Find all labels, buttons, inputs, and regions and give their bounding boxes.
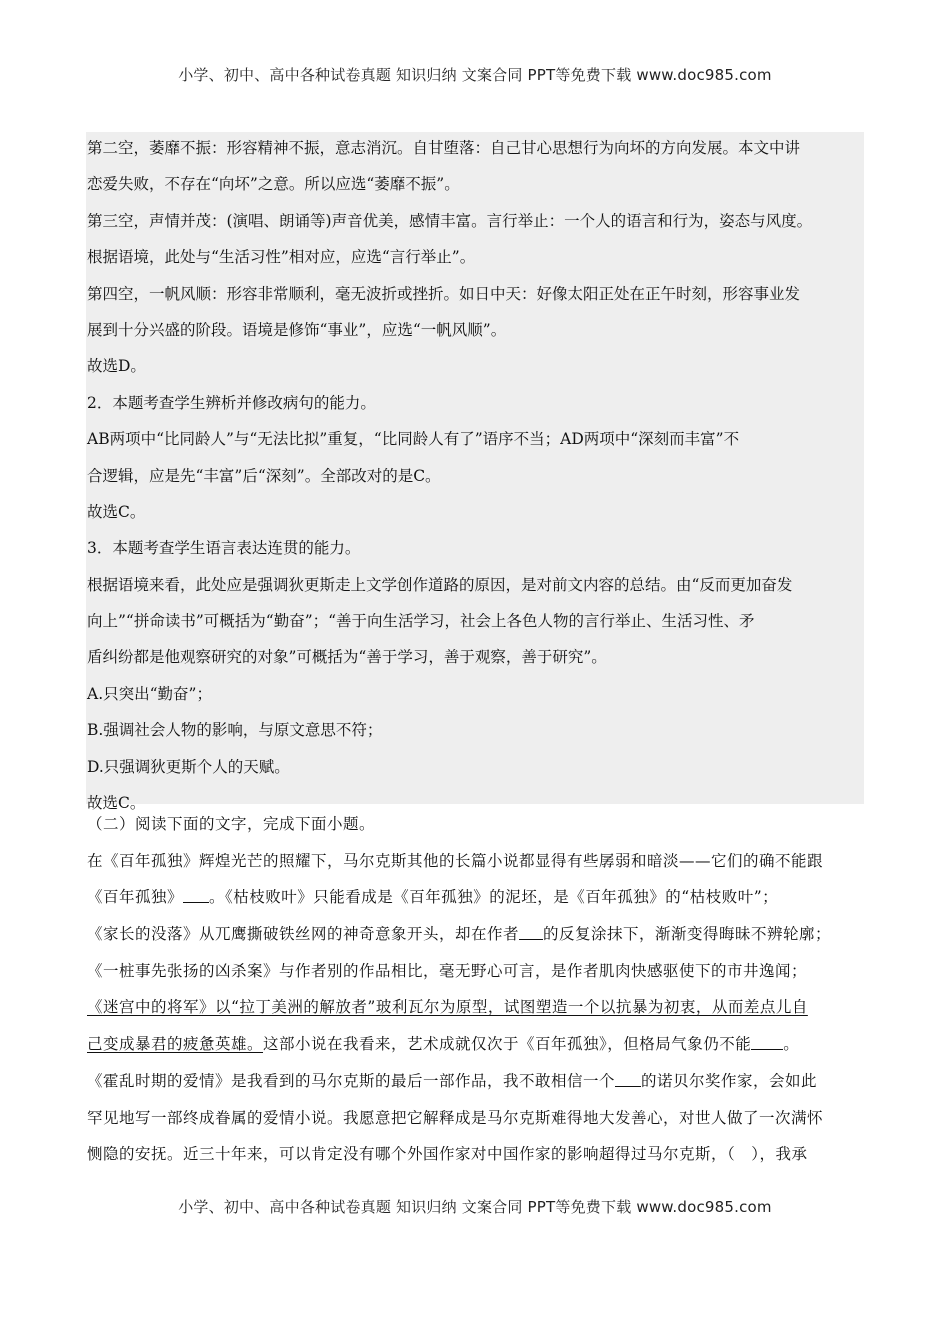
answer-line: 第三空，声情并茂：(演唱、朗诵等)声音优美，感情丰富。言行举止：一个人的语言和行为，姿态与风度。 — [87, 211, 813, 230]
passage-line: 《霍乱时期的爱情》是我看到的马尔克斯的最后一部作品，我不敢相信一个 的诺贝尔奖作家，会如此 — [87, 1071, 818, 1090]
underlined-sentence: 《迷宫中的将军》以“拉丁美洲的解放者”玻利瓦尔为原型，试图塑造一个以抗暴为初衷，从而差点儿自 — [87, 998, 808, 1017]
answer-explanations — [87, 134, 865, 825]
section-title: （二）阅读下面的文字，完成下面小题。 — [87, 815, 376, 833]
fill-blank — [615, 1072, 641, 1087]
fill-blank — [751, 1035, 783, 1050]
passage-line: 《百年孤独》 。《枯枝败叶》只能看成是《百年孤独》的泥坯，是《百年孤独》的“枯枝败叶”； — [87, 888, 779, 907]
answer-line: 2．本题考查学生辨析并修改病句的能力。 — [87, 393, 376, 412]
answer-line: 恋爱失败，不存在“向坏”之意。所以应选“萎靡不振”。 — [87, 175, 460, 194]
passage-line: 恻隐的安抚。近三十年来，可以肯定没有哪个外国作家对中国作家的影响超得过马尔克斯，（ ），我承 — [87, 1145, 808, 1164]
passage-line: 罕见地写一部终成眷属的爱情小说。我愿意把它解释成是马尔克斯难得地大发善心，对世人做了一次满怀 — [87, 1108, 824, 1127]
answer-line: A.只突出“勤奋”； — [87, 684, 212, 703]
answer-line: 展到十分兴盛的阶段。语境是修饰“事业”，应选“一帆风顺”。 — [87, 320, 507, 339]
answer-line: 合逻辑，应是先“丰富”后“深刻”。全部改对的是C。 — [87, 466, 441, 485]
answer-line: 向上”“拼命读书”可概括为“勤奋”；“善于向生活学习，社会上各色人物的言行举止、生活习性、矛 — [87, 612, 755, 631]
fill-blank — [519, 925, 543, 940]
answer-line: D.只强调狄更斯个人的天赋。 — [87, 757, 290, 776]
answer-line: 第二空，萎靡不振：形容精神不振，意志消沉。自甘堕落：自己甘心思想行为向坏的方向发展。本文中讲 — [87, 139, 801, 157]
page-footer: 小学、初中、高中各种试卷真题 知识归纳 文案合同 PPT等免费下载 www.doc985.com — [178, 1198, 772, 1216]
answer-line: 故选C。 — [87, 794, 146, 813]
answer-line: AB两项中“比同龄人”与“无法比拟”重复，“比同龄人有了”语序不当；AD两项中“深刻而丰富”不 — [87, 430, 740, 449]
answer-line: 3．本题考查学生语言表达连贯的能力。 — [87, 539, 361, 558]
passage-line: 在《百年孤独》辉煌光芒的照耀下，马尔克斯其他的长篇小说都显得有些孱弱和暗淡——它们的确不能跟 — [87, 851, 824, 870]
passage-line: 《家长的没落》从兀鹰撕破铁丝网的神奇意象开头，却在作者 的反复涂抹下，渐渐变得晦昧不辨轮廓； — [87, 925, 832, 944]
answer-line: 盾纠纷都是他观察研究的对象”可概括为“善于学习，善于观察，善于研究”。 — [87, 648, 607, 667]
passage-line: 《一桩事先张扬的凶杀案》与作者别的作品相比，毫无野心可言，是作者肌肉快感驱使下的市井逸闻； — [87, 961, 808, 980]
answer-line: 根据语境，此处与“生活习性”相对应，应选“言行举止”。 — [87, 248, 476, 267]
passage-line: 己变成暴君的疲惫英雄。这部小说在我看来，艺术成就仅次于《百年孤独》，但格局气象仍不能 。 — [87, 1035, 800, 1054]
answer-line: 根据语境来看，此处应是强调狄更斯走上文学创作道路的原因，是对前文内容的总结。由“反而更加奋发 — [87, 575, 793, 594]
fill-blank — [183, 888, 209, 903]
underlined-sentence: 己变成暴君的疲惫英雄。 — [87, 1035, 264, 1054]
page-header: 小学、初中、高中各种试卷真题 知识归纳 文案合同 PPT等免费下载 www.doc985.com — [178, 66, 772, 84]
reading-passage — [87, 810, 865, 1177]
answer-line: 故选D。 — [87, 357, 146, 376]
answer-line: 故选C。 — [87, 502, 146, 521]
passage-line — [87, 993, 865, 1030]
answer-line: B.强调社会人物的影响，与原文意思不符； — [87, 721, 383, 740]
answer-line: 第四空，一帆风顺：形容非常顺利，毫无波折或挫折。如日中天：好像太阳正处在正午时刻，形容事业发 — [87, 284, 801, 303]
